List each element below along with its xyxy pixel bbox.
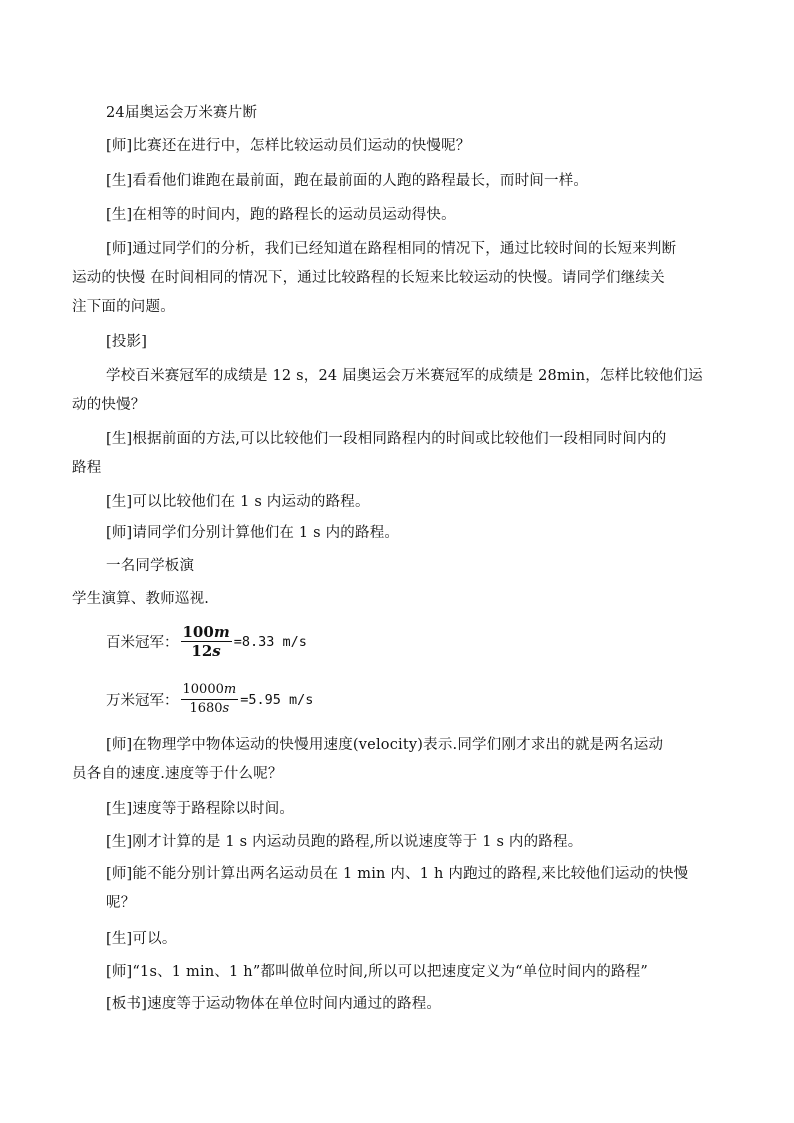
paragraph-line: [投影] xyxy=(106,334,148,350)
paragraph-line: [板书]速度等于运动物体在单位时间内通过的路程。 xyxy=(106,996,442,1012)
numerator: 100 xyxy=(182,623,214,641)
paragraph-line: 路程 xyxy=(72,460,102,476)
paragraph-line: 24届奥运会万米赛片断 xyxy=(106,105,258,121)
paragraph-line: [师]比赛还在进行中，怎样比较运动员们运动的快慢呢？ xyxy=(106,138,471,154)
denominator-unit: s xyxy=(222,701,230,716)
paragraph-line: 学生演算、教师巡视. xyxy=(72,591,210,607)
paragraph-line: [师]“1s、1 min、1 h”都叫做单位时间,所以可以把速度定义为“单位时间内的路程” xyxy=(106,964,648,980)
formula-result: =5.95 m/s xyxy=(240,691,314,708)
denominator: 12 xyxy=(191,642,213,660)
denominator: 1680 xyxy=(189,701,223,716)
paragraph-line: [师]在物理学中物体运动的快慢用速度(velocity)表示.同学们刚才求出的就是两名运动 xyxy=(106,737,664,753)
formula-result: =8.33 m/s xyxy=(233,633,307,650)
paragraph-line: [生]刚才计算的是 1 s 内运动员跑的路程,所以说速度等于 1 s 内的路程。 xyxy=(106,834,583,850)
paragraph-line: [生]在相等的时间内，跑的路程长的运动员运动得快。 xyxy=(106,207,456,223)
paragraph-line: 呢？ xyxy=(106,895,136,911)
paragraph-line: [生]看看他们谁跑在最前面，跑在最前面的人跑的路程最长，而时间一样。 xyxy=(106,173,589,189)
paragraph-line: [师]能不能分别计算出两名运动员在 1 min 内、1 h 内跑过的路程,来比较他们运动的快慢 xyxy=(106,866,689,882)
paragraph-line: [生]可以。 xyxy=(106,931,177,947)
paragraph-line: 注下面的问题。 xyxy=(72,299,175,315)
fraction xyxy=(181,681,239,718)
paragraph-line: [生]速度等于路程除以时间。 xyxy=(106,801,295,817)
paragraph-line: 动的快慢？ xyxy=(72,397,146,413)
paragraph-line: 运动的快慢 在时间相同的情况下，通过比较路程的长短来比较运动的快慢。请同学们继续关 xyxy=(72,270,665,286)
numerator: 10000 xyxy=(182,682,224,697)
formula-label: 百米冠军： xyxy=(106,635,179,651)
paragraph-line: [生]可以比较他们在 1 s 内运动的路程。 xyxy=(106,494,370,510)
paragraph-line: [师]请同学们分别计算他们在 1 s 内的路程。 xyxy=(106,525,400,541)
paragraph-line: 一名同学板演 xyxy=(106,558,195,574)
formula-label: 万米冠军： xyxy=(106,693,179,709)
paragraph-line: 员各自的速度.速度等于什么呢？ xyxy=(72,766,283,782)
fraction xyxy=(181,623,232,660)
denominator-unit: s xyxy=(212,642,221,660)
paragraph-line: 学校百米赛冠军的成绩是 12 s，24 届奥运会万米赛冠军的成绩是 28min，怎样比较他们运 xyxy=(106,368,703,384)
paragraph-line: [生]根据前面的方法,可以比较他们一段相同路程内的时间或比较他们一段相同时间内的 xyxy=(106,431,667,447)
formula-distance-champion xyxy=(106,681,313,718)
paragraph-line: [师]通过同学们的分析，我们已经知道在路程相同的情况下，通过比较时间的长短来判断 xyxy=(106,241,677,257)
formula-sprint-champion xyxy=(106,623,307,660)
numerator-unit: m xyxy=(223,682,237,697)
numerator-unit: m xyxy=(213,623,230,641)
